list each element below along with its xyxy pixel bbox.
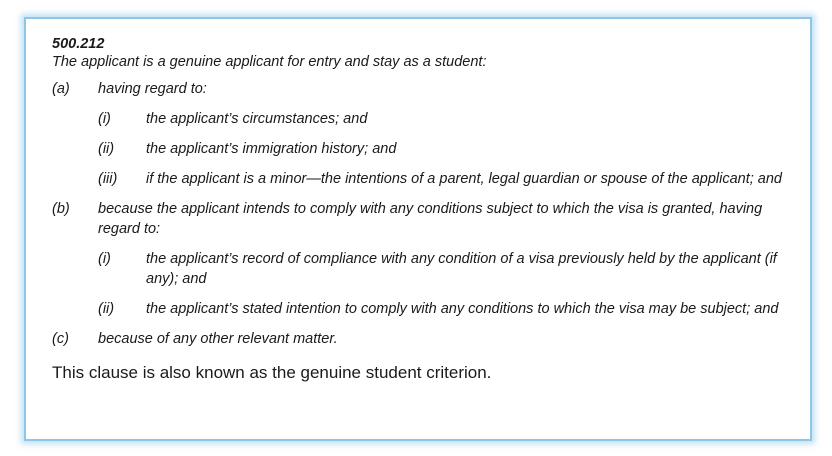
item-text: because of any other relevant matter. bbox=[98, 331, 338, 347]
subitem-marker: (iii) bbox=[98, 171, 118, 187]
clause-subitem-b-ii bbox=[98, 299, 790, 319]
item-marker: (a) bbox=[52, 81, 70, 97]
clause-note: This clause is also known as the genuine student criterion. bbox=[52, 363, 492, 382]
clause-intro: The applicant is a genuine applicant for entry and stay as a student: bbox=[52, 54, 487, 70]
subitem-text: the applicant’s immigration history; and bbox=[146, 141, 397, 157]
clause-content bbox=[52, 35, 790, 400]
subitem-marker: (i) bbox=[98, 111, 111, 127]
subitem-marker: (ii) bbox=[98, 301, 115, 317]
clause-subitem-a-iii bbox=[98, 169, 790, 189]
clause-subitem-b-i bbox=[98, 249, 790, 289]
clause-subitem-a-ii bbox=[98, 139, 790, 159]
item-text: having regard to: bbox=[98, 81, 207, 97]
subitem-text: if the applicant is a minor—the intentions of a parent, legal guardian or spouse of the applicant; and bbox=[146, 171, 782, 187]
subitem-marker: (ii) bbox=[98, 141, 115, 157]
subitem-marker: (i) bbox=[98, 251, 111, 267]
subitem-text: the applicant’s circumstances; and bbox=[146, 111, 368, 127]
clause-item-b bbox=[52, 199, 790, 239]
subitem-text: the applicant’s stated intention to comply with any conditions to which the visa may be subject; and bbox=[146, 301, 779, 317]
clause-item-a bbox=[52, 79, 790, 99]
subitem-text: the applicant’s record of compliance with any condition of a visa previously held by the applicant (if any); and bbox=[146, 251, 777, 287]
clause-code: 500.212 bbox=[52, 36, 105, 52]
item-marker: (b) bbox=[52, 201, 70, 217]
item-marker: (c) bbox=[52, 331, 69, 347]
clause-item-c bbox=[52, 329, 790, 349]
clause-subitem-a-i bbox=[98, 109, 790, 129]
item-text: because the applicant intends to comply with any conditions subject to which the visa is granted, having regard to: bbox=[98, 201, 763, 237]
clause-frame bbox=[24, 17, 812, 441]
